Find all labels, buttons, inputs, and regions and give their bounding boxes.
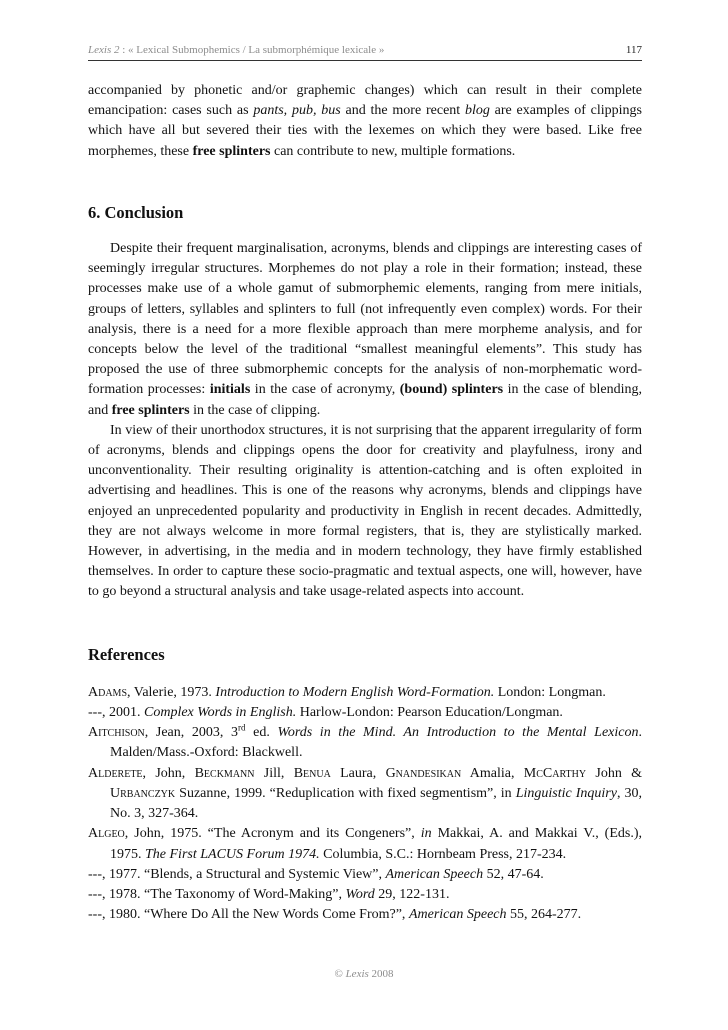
concl-text-2: in the case of acronymy,: [250, 382, 400, 398]
page-body: [88, 81, 642, 925]
reference-item: [88, 885, 642, 905]
ref-title: American Speech: [408, 907, 507, 923]
ref-text: Jill,: [254, 765, 294, 781]
intro-text-1: accompanied by phonetic and/or graphemic changes) which can result in their complete emancipation: cases such as: [88, 83, 642, 119]
ref-author: Algeo: [88, 826, 125, 842]
ref-text: , John,: [142, 765, 195, 781]
ref-text: ---, 1978. “The Taxonomy of Word-Making”,: [88, 886, 346, 902]
ref-author: Aitchison: [88, 725, 145, 741]
conclusion-heading: 6. Conclusion: [88, 202, 184, 222]
intro-examples: pants, pub, bus: [253, 103, 341, 119]
reference-item: [88, 824, 642, 864]
ref-author: Gnandesikan: [385, 765, 462, 781]
ref-title: Complex Words in English.: [144, 705, 297, 721]
ref-title: The First LACUS Forum 1974.: [145, 846, 320, 862]
running-header: [88, 44, 642, 61]
ref-text: Amalia,: [461, 765, 524, 781]
ref-title: Words in the Mind. An Introduction to the Mental Lexicon: [277, 725, 639, 741]
ref-author: Urbanczyk: [110, 785, 176, 801]
reference-item: [88, 865, 642, 885]
intro-text-2: and the more recent: [340, 103, 465, 119]
ref-title: American Speech: [385, 866, 484, 882]
ref-author: McCarthy: [523, 765, 587, 781]
ref-publisher: 55, 264-277.: [506, 907, 582, 923]
reference-item: [88, 723, 642, 763]
ref-author: Beckmann: [194, 765, 255, 781]
references-heading: References: [88, 644, 165, 664]
ref-in: in: [420, 826, 432, 842]
intro-text-3: are examples of clippings which have all but severed their ties with the lexemes on which they were based. Like free morphemes, these: [88, 103, 642, 159]
intro-text-4: can contribute to new, multiple formations.: [270, 143, 516, 159]
ref-author: Adams: [88, 684, 128, 700]
page-number: 117: [625, 44, 642, 56]
intro-paragraph: [88, 81, 642, 162]
intro-free-splinters: free splinters: [192, 143, 271, 159]
concl-bound-splinters: (bound) splinters: [399, 382, 504, 398]
ref-text: , John, 1975. “The Acronym and its Congeners”,: [124, 826, 421, 842]
concl-initials: initials: [209, 382, 251, 398]
intro-blog: blog: [464, 103, 490, 119]
reference-item: [88, 683, 642, 703]
ref-author: Alderete: [88, 765, 143, 781]
ref-publisher: Harlow-London: Pearson Education/Longman.: [296, 705, 563, 721]
concl-text-1: Despite their frequent marginalisation, acronyms, blends and clippings are interesting cases of seemingly irregular structures. Morphemes do not play a role in their formation; instead, these processes make use of a whole gamut of submorphemic elements, ranging from mere initials, groups of letters, syllables and splinters to full (not infrequently even complex) words. For their analysis, there is a need for a more flexible approach than mere morpheme analysis, and for concepts below the level of the traditional “smallest meaningful elements”. This study has proposed the use of three submorphemic concepts for the analysis of non-morphematic word-formation processes:: [88, 241, 642, 398]
ref-text: Makkai, A. and Makkai V., (Eds.), 1975.: [110, 826, 642, 862]
ref-text: Suzanne, 1999. “Reduplication with fixed segmentism”, in: [175, 785, 516, 801]
journal-name: Lexis 2: [88, 44, 120, 56]
ref-text: , Valerie, 1973.: [127, 684, 216, 700]
ref-title: Introduction to Modern English Word-Formation.: [215, 684, 495, 700]
concl-text-3: in the case of blending, and: [88, 382, 642, 418]
ref-publisher: , 30, No. 3, 327-364.: [110, 785, 642, 822]
ref-publisher: . Malden/Mass.-Oxford: Blackwell.: [110, 725, 642, 761]
reference-item: [88, 703, 642, 723]
concl-free-splinters: free splinters: [111, 402, 190, 418]
ref-author: Benua: [293, 765, 331, 781]
page-footer: [0, 968, 728, 980]
reference-item: [88, 905, 642, 925]
ref-superscript: rd: [238, 722, 246, 733]
ref-title: Linguistic Inquiry: [515, 785, 617, 801]
ref-text: John &: [586, 765, 643, 781]
ref-publisher: 29, 122-131.: [374, 886, 450, 902]
ref-publisher: London: Longman.: [494, 684, 606, 700]
conclusion-paragraph-1: [88, 239, 642, 421]
ref-publisher: Columbia, S.C.: Hornbeam Press, 217-234.: [319, 846, 567, 862]
ref-text: , Jean, 2003, 3: [144, 725, 238, 741]
reference-item: [88, 764, 642, 825]
ref-text: ---, 1977. “Blends, a Structural and Systemic View”,: [88, 866, 386, 882]
running-title: [88, 44, 384, 56]
ref-text: ---, 2001.: [88, 705, 144, 721]
conclusion-paragraph-2: In view of their unorthodox structures, it is not surprising that the apparent irregularity of form of acronyms, blends and clippings opens the door for creativity and playfulness, irony and unconventionality. Their resulting originality is attention-catching and is often exploited in advertising and headlines. This is one of the reasons why acronyms, blends and clippings have enjoyed an unprecedented popularity and productivity in English in recent decades. Admittedly, they are not always welcome in more formal registers, that is, they are stylistically marked. However, in advertising, in the media and in modern technology, they have firmly established themselves. In order to capture these socio-pragmatic and textual aspects, one will, however, have to go beyond a structural analysis and take usage-related aspects into account.: [88, 422, 642, 600]
issue-title: : « Lexical Submophemics / La submorphémique lexicale »: [119, 44, 385, 56]
concl-text-4: in the case of clipping.: [189, 402, 321, 418]
ref-publisher: 52, 47-64.: [483, 866, 544, 882]
copyright-symbol: ©: [334, 968, 346, 980]
footer-year: 2008: [368, 968, 394, 980]
ref-text: ---, 1980. “Where Do All the New Words Come From?”,: [88, 907, 409, 923]
footer-journal: Lexis: [345, 968, 369, 980]
ref-title: Word: [345, 886, 375, 902]
ref-text: ed.: [245, 725, 278, 741]
ref-text: Laura,: [330, 765, 386, 781]
